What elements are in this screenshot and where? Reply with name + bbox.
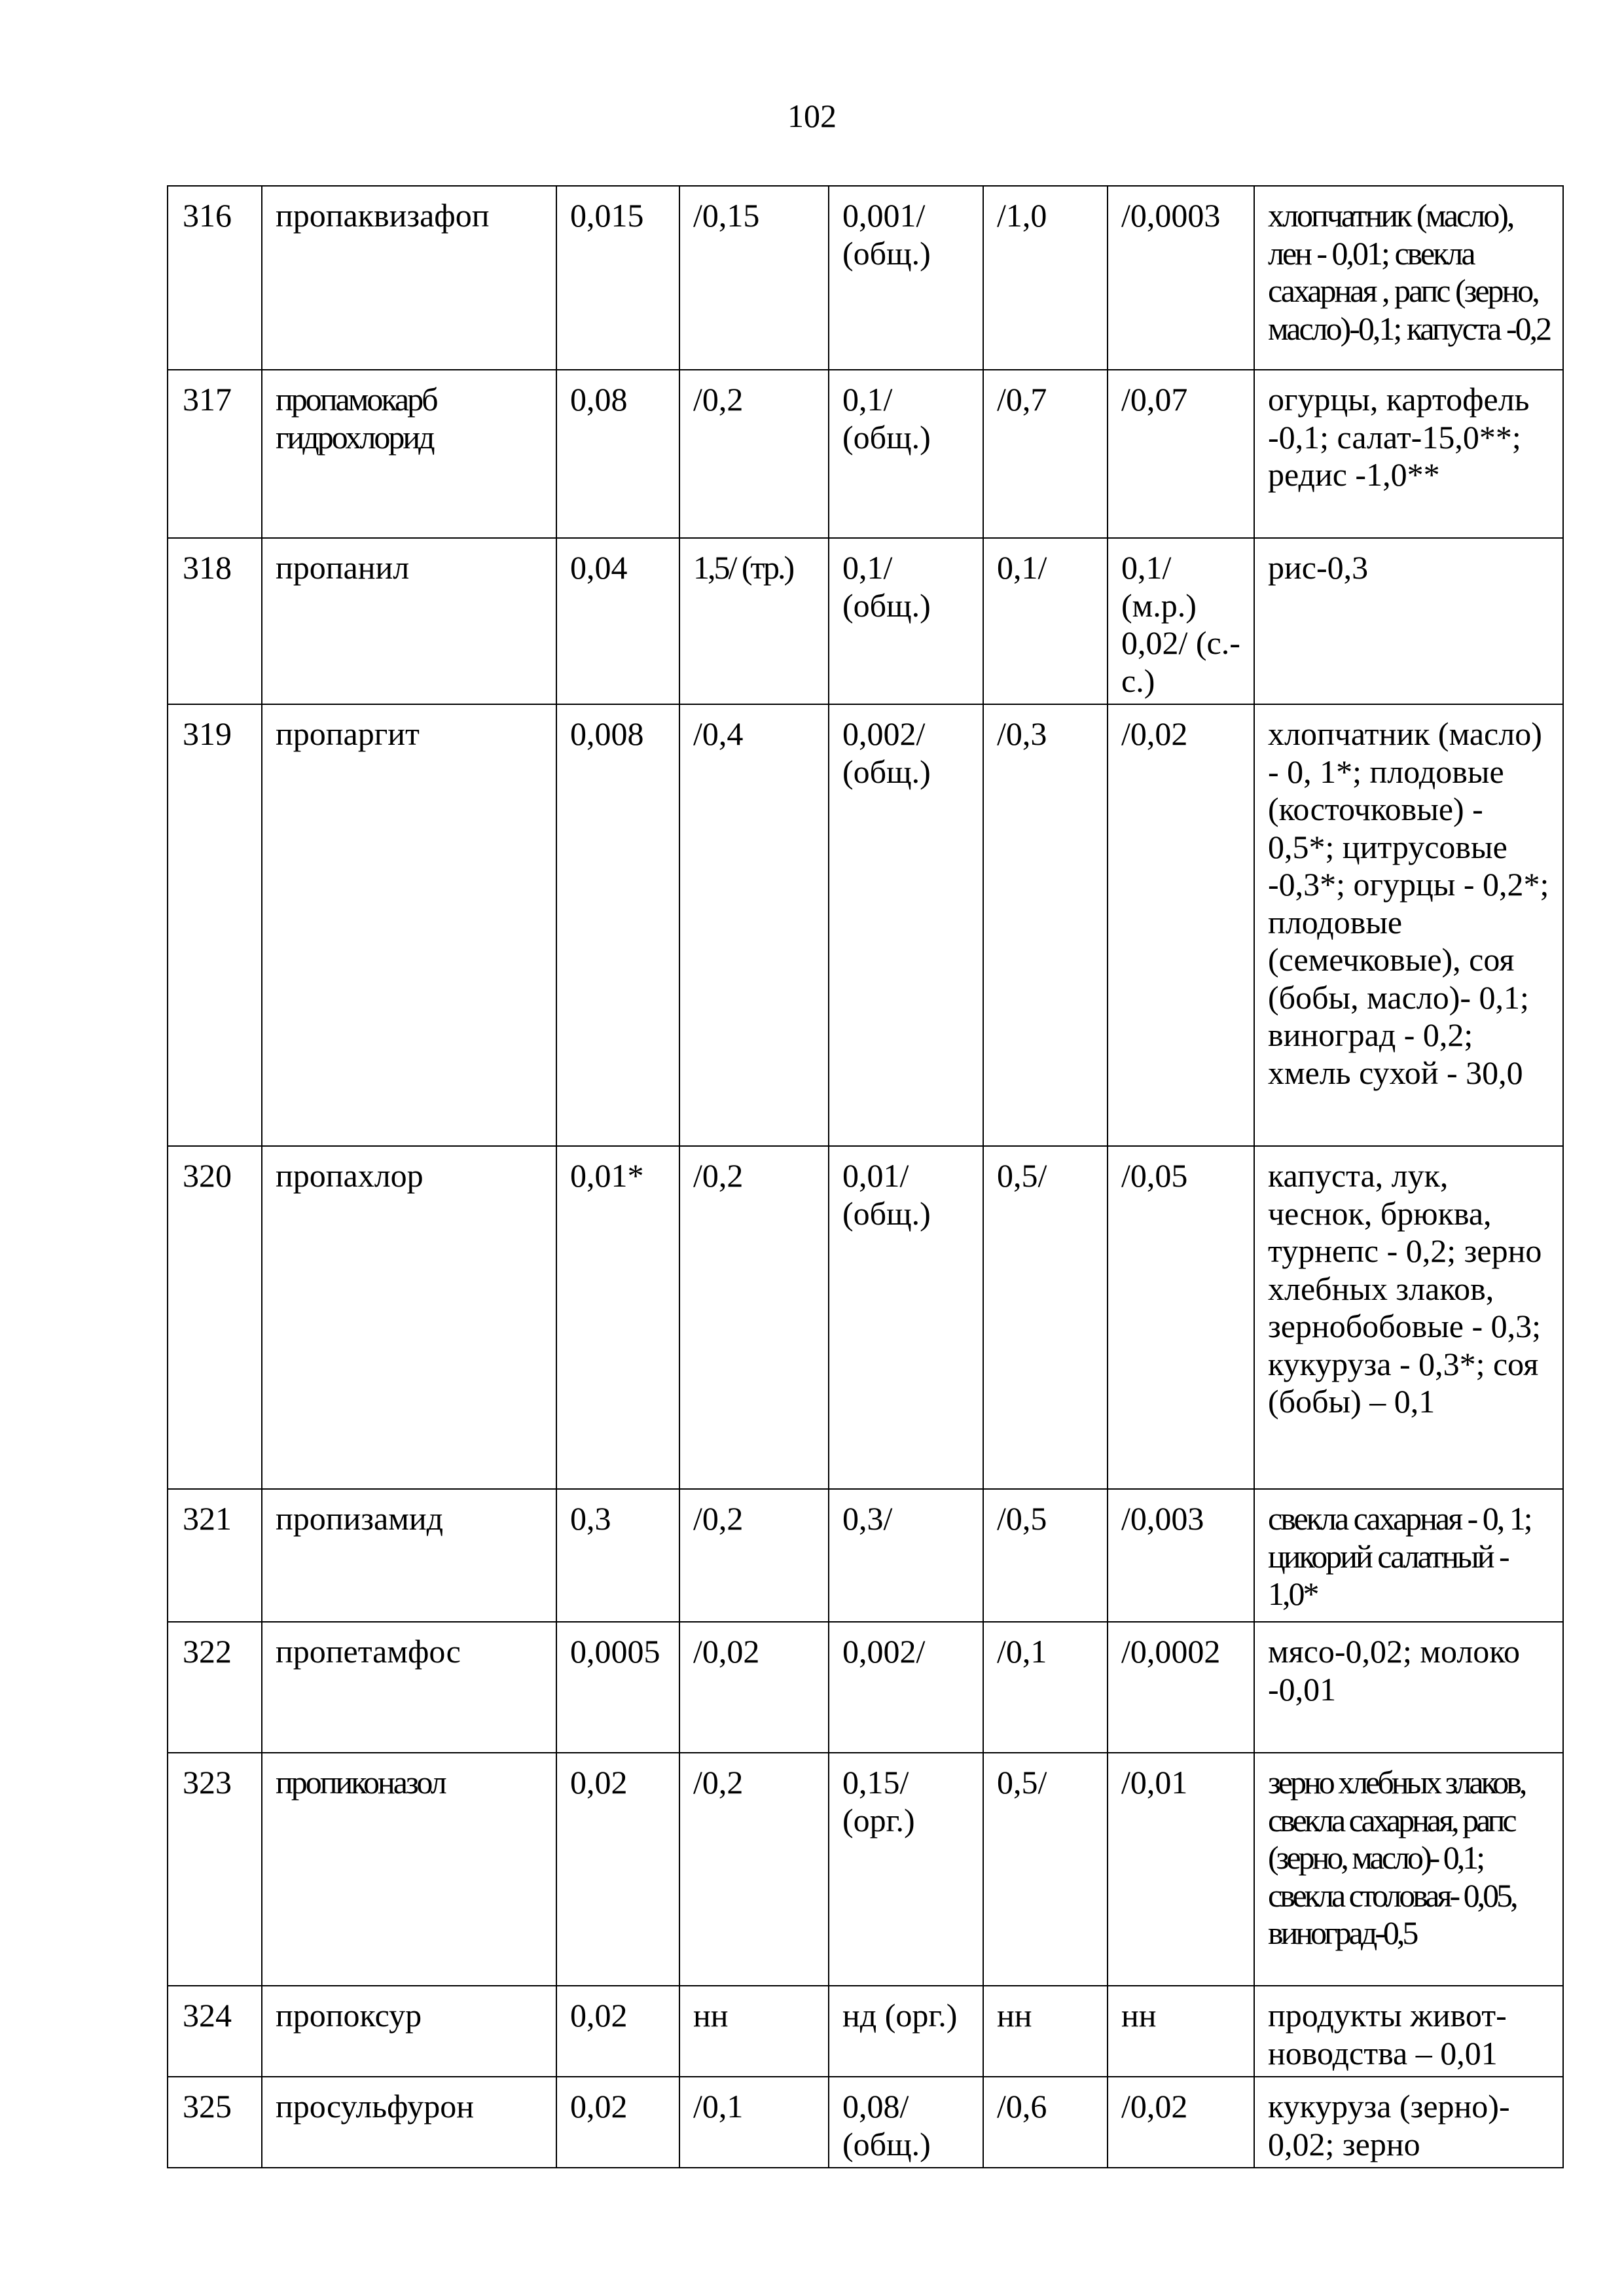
cell-col5: 0,15/ (орг.): [829, 1753, 983, 1986]
cell-notes: свекла сахарная - 0, 1; цикорий салатный - 1,0*: [1254, 1489, 1563, 1622]
cell-col4: /0,15: [679, 186, 829, 370]
cell-col4: 1,5/ (тр.): [679, 538, 829, 704]
cell-col5: 0,1/ (общ.): [829, 538, 983, 704]
cell-number: 324: [168, 1986, 262, 2077]
cell-col4: /0,4: [679, 704, 829, 1146]
cell-col5: 0,08/ (общ.): [829, 2077, 983, 2168]
cell-col3: 0,0005: [556, 1622, 679, 1753]
cell-col4: /0,2: [679, 1489, 829, 1622]
cell-col7: /0,07: [1108, 370, 1254, 538]
cell-col4: /0,2: [679, 1753, 829, 1986]
cell-notes: огурцы, картофель -0,1; салат-15,0**; редис -1,0**: [1254, 370, 1563, 538]
cell-notes: рис-0,3: [1254, 538, 1563, 704]
cell-substance: пропаквизафоп: [262, 186, 556, 370]
table-row: [168, 1489, 1563, 1622]
cell-col6: /0,6: [983, 2077, 1108, 2168]
cell-col4: /0,2: [679, 1146, 829, 1489]
cell-col5: 0,3/: [829, 1489, 983, 1622]
table-row: [168, 186, 1563, 370]
cell-notes: мясо-0,02; молоко -0,01: [1254, 1622, 1563, 1753]
table-row: [168, 1146, 1563, 1489]
cell-col3: 0,02: [556, 2077, 679, 2168]
cell-col3: 0,08: [556, 370, 679, 538]
cell-col4: /0,1: [679, 2077, 829, 2168]
cell-col5: 0,1/ (общ.): [829, 370, 983, 538]
cell-col5: 0,002/ (общ.): [829, 704, 983, 1146]
cell-col6: /1,0: [983, 186, 1108, 370]
cell-col7: /0,02: [1108, 704, 1254, 1146]
cell-col5: 0,01/ (общ.): [829, 1146, 983, 1489]
cell-col6: нн: [983, 1986, 1108, 2077]
cell-col7: /0,01: [1108, 1753, 1254, 1986]
table-row: [168, 1986, 1563, 2077]
cell-notes: зерно хлебных злаков, свекла сахарная, рапс (зерно, масло)- 0,1; свекла столовая- 0,05, виноград-0,5: [1254, 1753, 1563, 1986]
cell-col7: /0,003: [1108, 1489, 1254, 1622]
cell-substance: просульфурон: [262, 2077, 556, 2168]
cell-number: 317: [168, 370, 262, 538]
table-row: [168, 1753, 1563, 1986]
cell-substance: пропанил: [262, 538, 556, 704]
cell-number: 316: [168, 186, 262, 370]
cell-col5: 0,001/ (общ.): [829, 186, 983, 370]
cell-col6: 0,1/: [983, 538, 1108, 704]
cell-number: 319: [168, 704, 262, 1146]
cell-substance: пропиконазол: [262, 1753, 556, 1986]
cell-col3: 0,02: [556, 1986, 679, 2077]
cell-col6: /0,3: [983, 704, 1108, 1146]
cell-substance: пропамокарб гидрохлорид: [262, 370, 556, 538]
table-row: [168, 2077, 1563, 2168]
cell-col3: 0,01*: [556, 1146, 679, 1489]
cell-col3: 0,04: [556, 538, 679, 704]
table-row: [168, 538, 1563, 704]
cell-col4: нн: [679, 1986, 829, 2077]
cell-notes: хлопчатник (масло) - 0, 1*; плодовые (косточковые) - 0,5*; цитрусовые -0,3*; огурцы - 0,2*; плодовые (семечковые), соя (бобы, масло)- 0,1; виноград - 0,2; хмель сухой - 30,0: [1254, 704, 1563, 1146]
cell-col3: 0,02: [556, 1753, 679, 1986]
cell-col7: /0,02: [1108, 2077, 1254, 2168]
cell-col3: 0,015: [556, 186, 679, 370]
cell-number: 322: [168, 1622, 262, 1753]
cell-substance: пропоксур: [262, 1986, 556, 2077]
cell-col3: 0,3: [556, 1489, 679, 1622]
cell-col6: /0,1: [983, 1622, 1108, 1753]
data-table: [167, 185, 1564, 2168]
cell-col7: нн: [1108, 1986, 1254, 2077]
cell-notes: кукуруза (зерно)- 0,02; зерно: [1254, 2077, 1563, 2168]
cell-notes: продукты живот-новодства – 0,01: [1254, 1986, 1563, 2077]
cell-substance: пропизамид: [262, 1489, 556, 1622]
cell-number: 325: [168, 2077, 262, 2168]
cell-col6: /0,5: [983, 1489, 1108, 1622]
cell-col5: нд (орг.): [829, 1986, 983, 2077]
cell-col7: /0,0003: [1108, 186, 1254, 370]
cell-col4: /0,02: [679, 1622, 829, 1753]
cell-number: 323: [168, 1753, 262, 1986]
cell-substance: пропаргит: [262, 704, 556, 1146]
cell-col6: /0,7: [983, 370, 1108, 538]
page-number: 102: [787, 98, 837, 134]
cell-col6: 0,5/: [983, 1753, 1108, 1986]
table-row: [168, 1622, 1563, 1753]
table-row: [168, 704, 1563, 1146]
table-row: [168, 370, 1563, 538]
cell-col3: 0,008: [556, 704, 679, 1146]
cell-number: 318: [168, 538, 262, 704]
cell-col5: 0,002/: [829, 1622, 983, 1753]
cell-col6: 0,5/: [983, 1146, 1108, 1489]
cell-notes: капуста, лук, чеснок, брюква, турнепс - 0,2; зерно хлебных злаков, зернобобовые - 0,3; кукуруза - 0,3*; соя (бобы) – 0,1: [1254, 1146, 1563, 1489]
cell-col7: 0,1/ (м.р.) 0,02/ (с.-с.): [1108, 538, 1254, 704]
cell-col7: /0,0002: [1108, 1622, 1254, 1753]
cell-notes: хлопчатник (масло), лен - 0,01; свекла сахарная , рапс (зерно, масло)-0,1; капуста -0,2: [1254, 186, 1563, 370]
cell-number: 321: [168, 1489, 262, 1622]
cell-col4: /0,2: [679, 370, 829, 538]
cell-substance: пропахлор: [262, 1146, 556, 1489]
cell-number: 320: [168, 1146, 262, 1489]
cell-substance: пропетамфос: [262, 1622, 556, 1753]
cell-col7: /0,05: [1108, 1146, 1254, 1489]
